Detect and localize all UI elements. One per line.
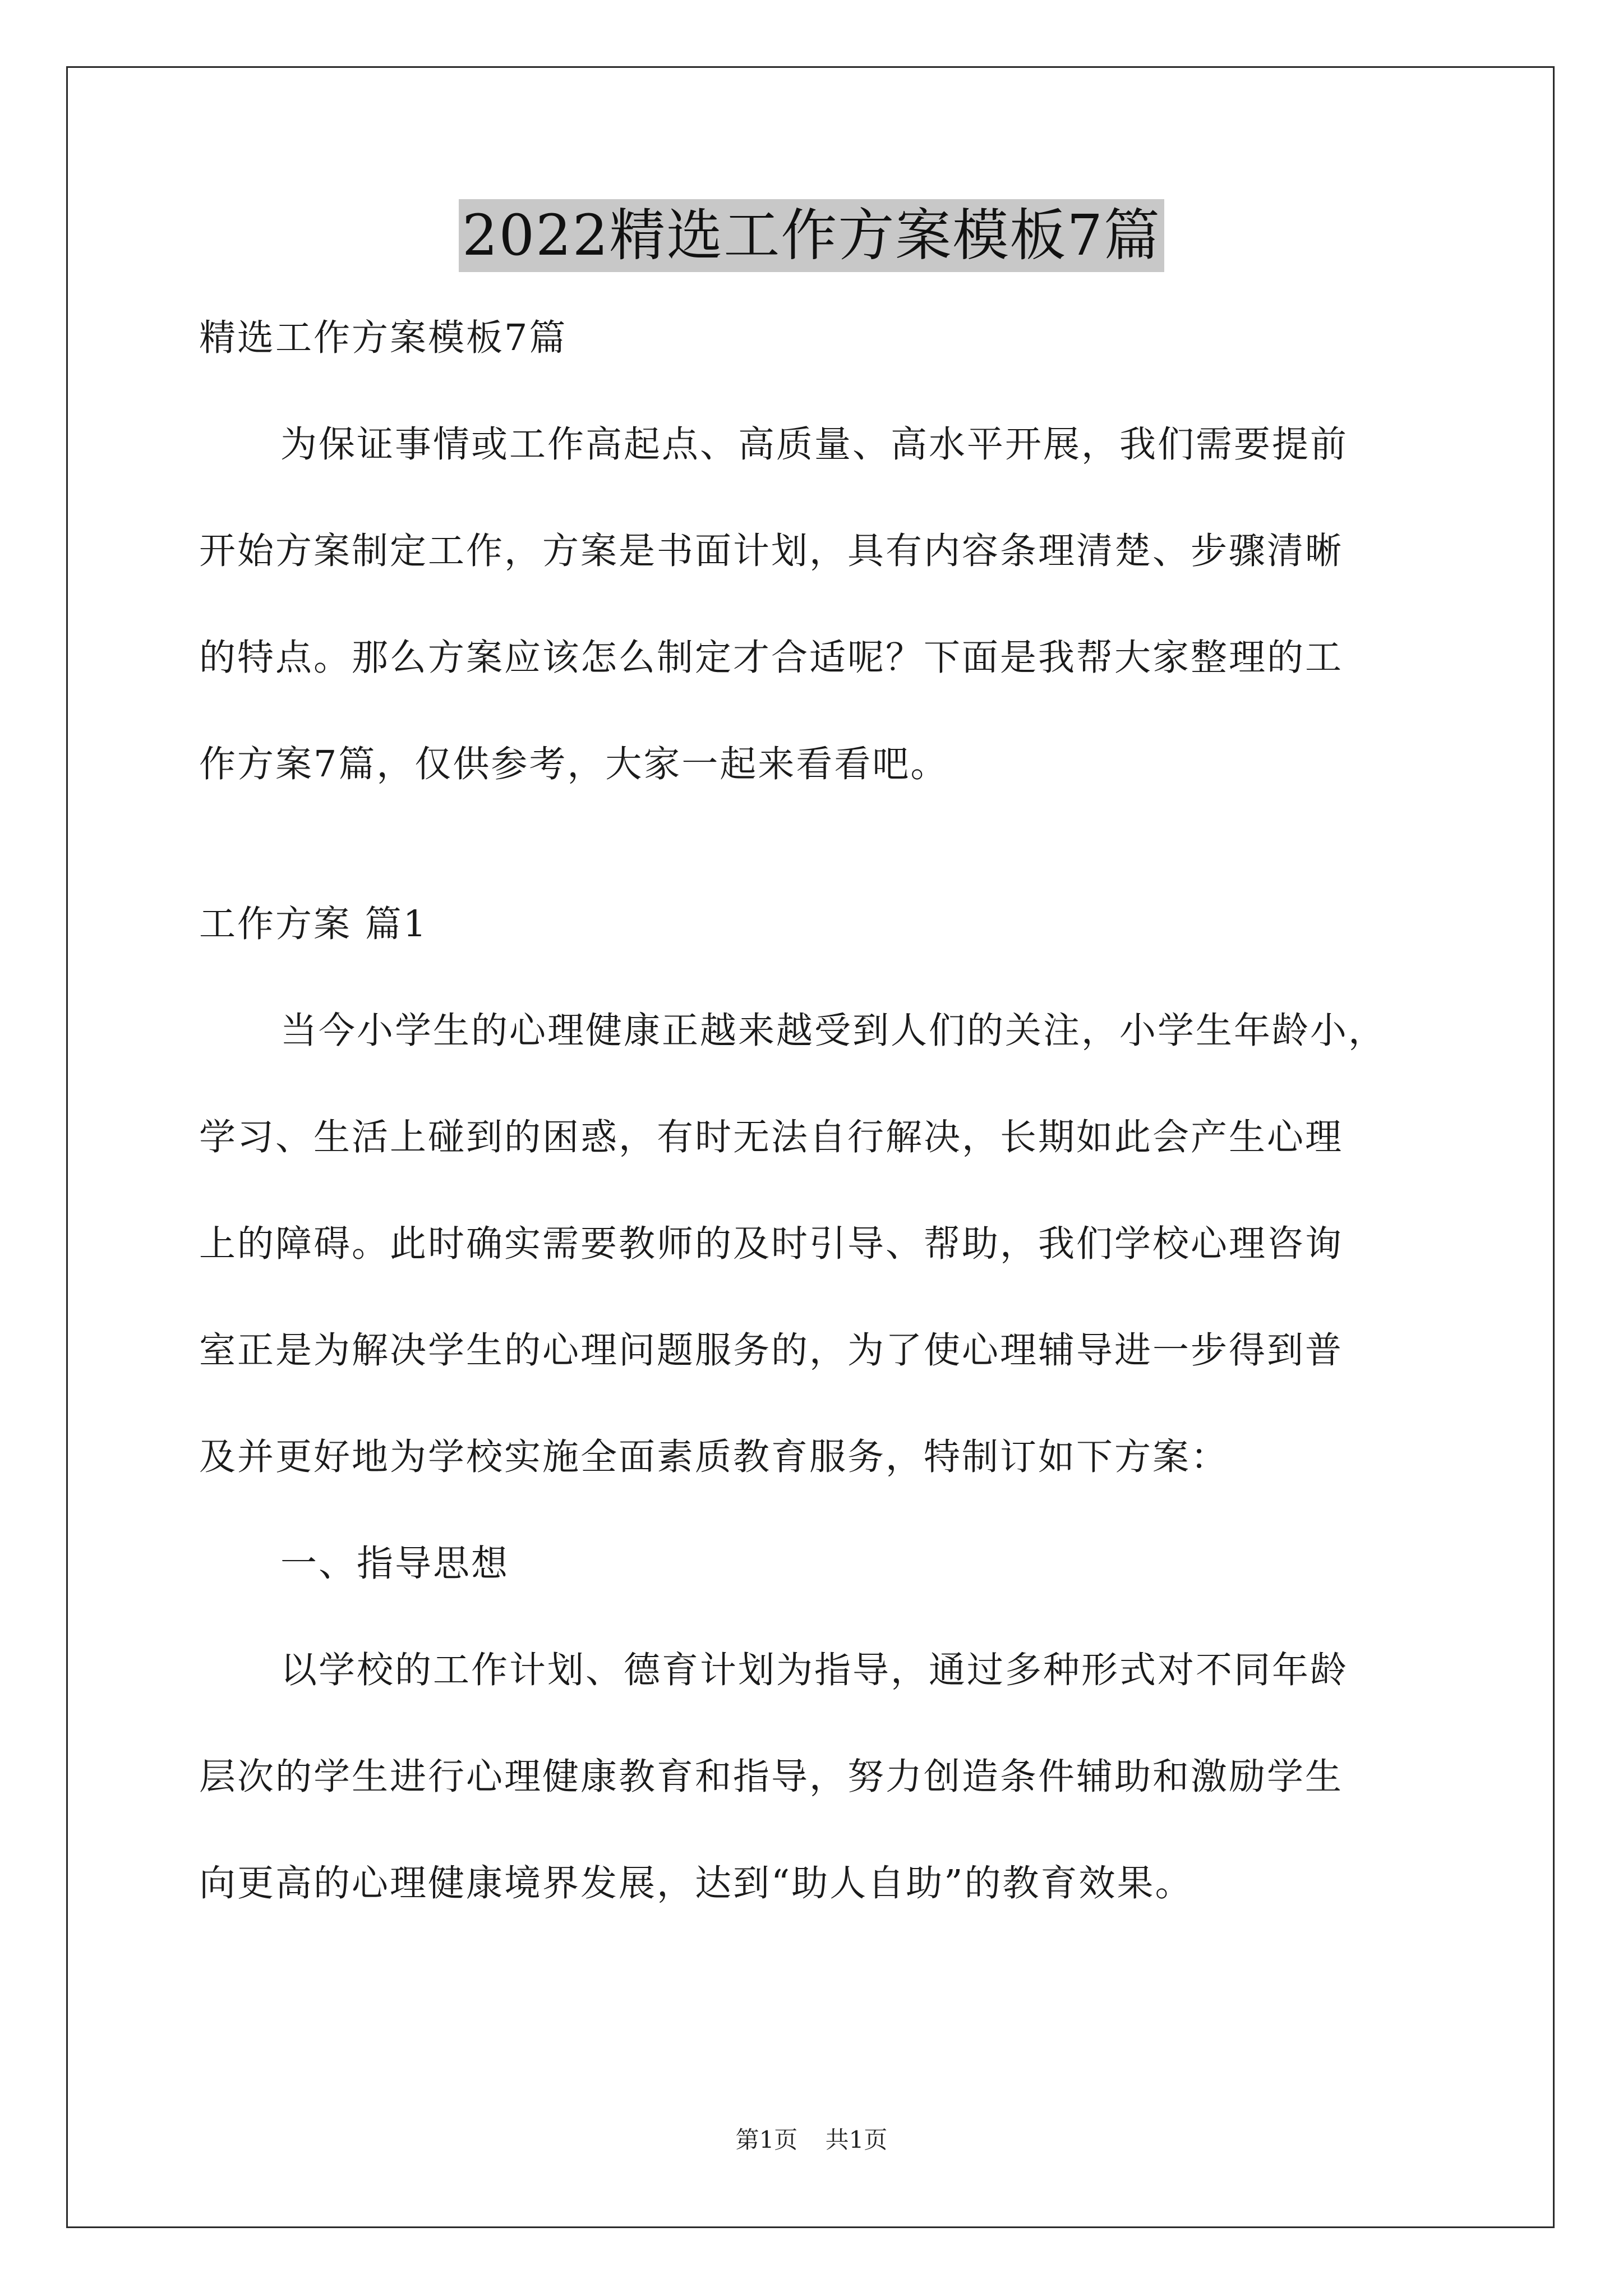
guidance-line: 层次的学生进行心理健康教育和指导，努力创造条件辅助和激励学生 (199, 1756, 1344, 1798)
document-body (199, 311, 1455, 1963)
section-line: 学习、生活上碰到的困惑，有时无法自行解决，长期如此会产生心理 (199, 1116, 1344, 1158)
page-footer (0, 2123, 1623, 2157)
intro-line: 开始方案制定工作，方案是书面计划，具有内容条理清楚、步骤清晰 (199, 530, 1344, 572)
section-line: 及并更好地为学校实施全面素质教育服务，特制订如下方案： (199, 1436, 1229, 1478)
intro-line: 作方案7篇，仅供参考，大家一起来看看吧。 (199, 743, 949, 785)
section-heading: 工作方案 篇1 (199, 903, 428, 945)
section-line: 室正是为解决学生的心理问题服务的，为了使心理辅导进一步得到普 (199, 1329, 1344, 1372)
document-subtitle: 精选工作方案模板7篇 (199, 317, 568, 359)
page-number-current: 第1页 (735, 2126, 798, 2154)
section-line: 当今小学生的心理健康正越来越受到人们的关注，小学生年龄小， (280, 1010, 1387, 1052)
guidance-line: 以学校的工作计划、德育计划为指导，通过多种形式对不同年龄 (280, 1649, 1349, 1691)
guidance-line: 向更高的心理健康境界发展，达到“助人自助”的教育效果。 (199, 1862, 1193, 1904)
section-line: 上的障碍。此时确实需要教师的及时引导、帮助，我们学校心理咨询 (199, 1223, 1344, 1265)
subheading: 一、指导思想 (280, 1543, 510, 1585)
intro-line: 的特点。那么方案应该怎么制定才合适呢？下面是我帮大家整理的工 (199, 637, 1344, 679)
page-number-total: 共1页 (825, 2126, 888, 2154)
title-container (0, 199, 1623, 272)
intro-line: 为保证事情或工作高起点、高质量、高水平开展，我们需要提前 (280, 424, 1349, 466)
document-title: 2022精选工作方案模板7篇 (459, 199, 1164, 272)
